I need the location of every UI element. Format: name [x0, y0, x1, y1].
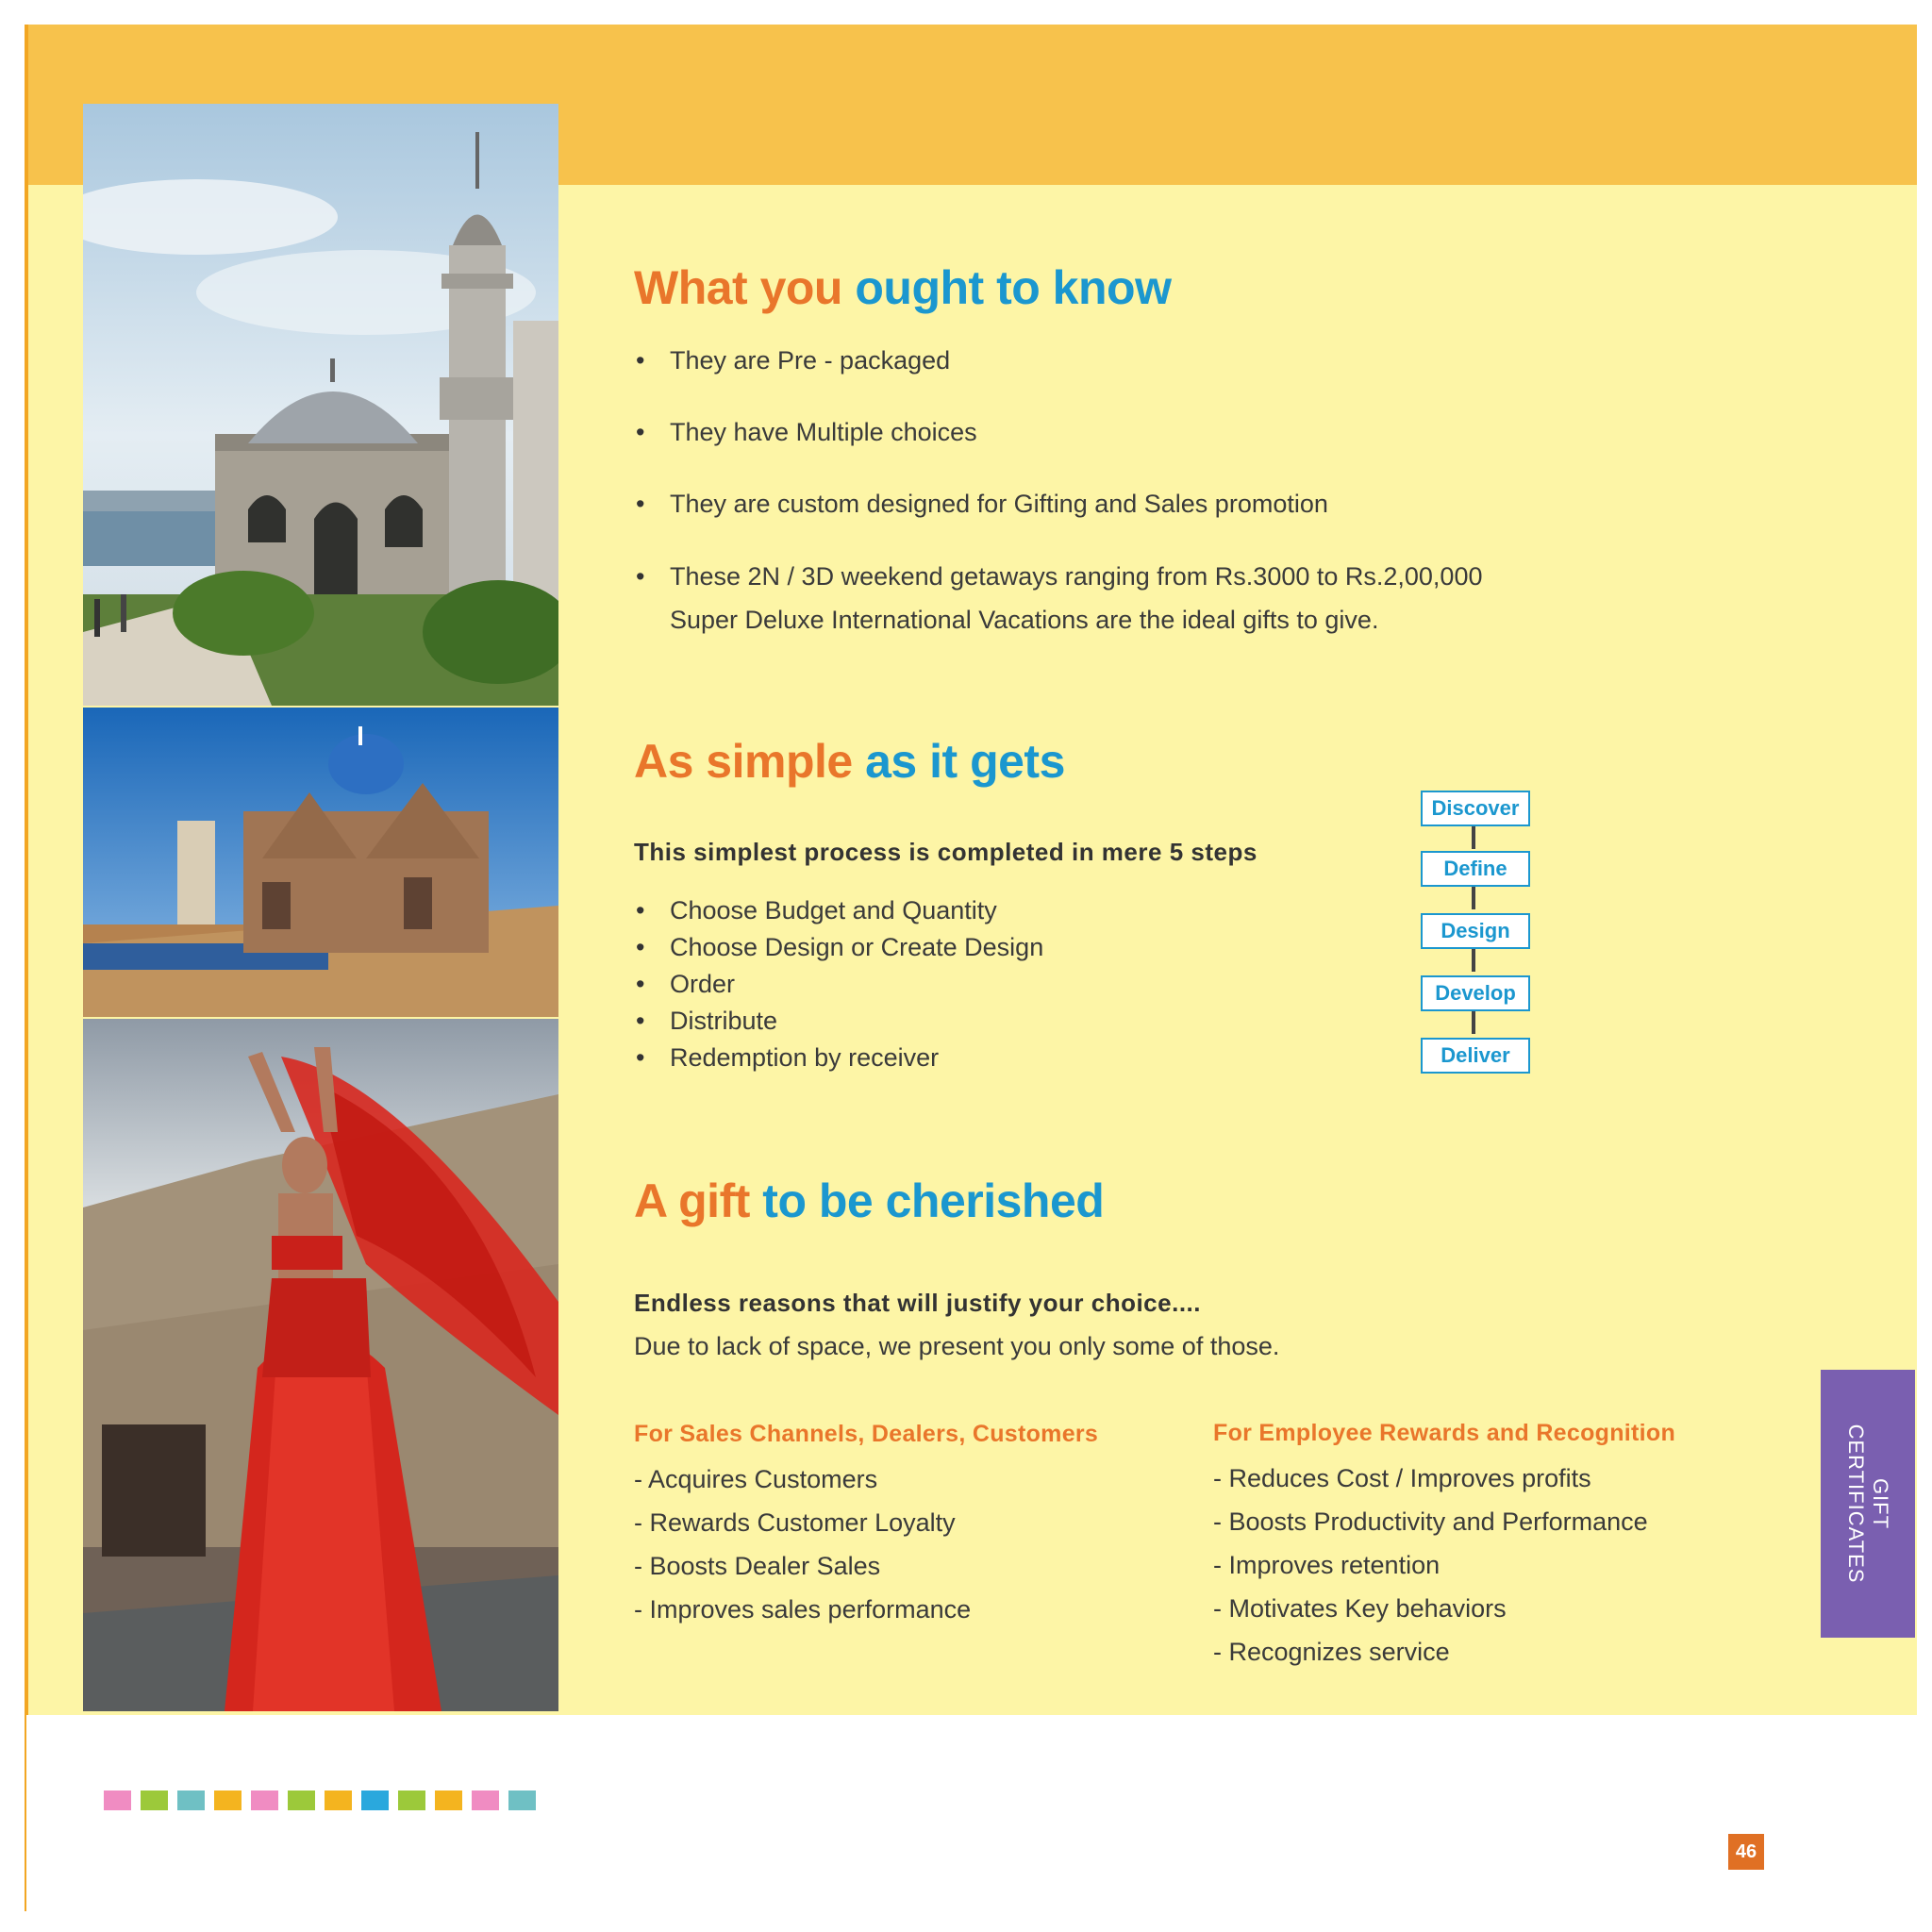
flow-connector — [1472, 949, 1475, 972]
color-swatch — [177, 1790, 205, 1810]
flow-step-develop: Develop — [1421, 975, 1530, 1011]
know-item: • They are custom designed for Gifting and Sales promotion — [634, 489, 1624, 519]
process-step-item: • Order — [634, 966, 1043, 1003]
color-swatch — [104, 1790, 131, 1810]
know-item: • They are Pre - packaged — [634, 345, 1624, 375]
list-item: - Boosts Dealer Sales — [634, 1552, 881, 1580]
photo-stone-church — [83, 708, 558, 1017]
reasons-intro: Endless reasons that will justify your choice.... — [634, 1289, 1201, 1317]
color-swatch-strip — [104, 1790, 536, 1810]
list-item: - Boosts Productivity and Performance — [1213, 1507, 1648, 1536]
side-tab-line: CERTIFICATES — [1844, 1424, 1868, 1584]
process-step-item: • Choose Budget and Quantity — [634, 892, 1043, 929]
flow-connector — [1472, 1011, 1475, 1034]
gift-certificates-side-tab — [1821, 1370, 1915, 1638]
know-item: • They have Multiple choices — [634, 417, 1624, 447]
page-number: 46 — [1728, 1834, 1764, 1870]
heading-part-blue: to be cherished — [762, 1174, 1105, 1227]
sales-channels-list — [634, 1457, 971, 1631]
know-item-line: Super Deluxe International Vacations are the ideal gifts to give. — [670, 606, 1379, 634]
heading-part-orange: What you — [634, 261, 842, 314]
know-item-getaways — [634, 555, 1624, 641]
flow-connector — [1472, 826, 1475, 849]
photo-mosque-minaret — [83, 104, 558, 706]
list-item: - Motivates Key behaviors — [1213, 1594, 1507, 1623]
flow-step-deliver: Deliver — [1421, 1038, 1530, 1074]
heading-part-orange: As simple — [634, 735, 853, 788]
photo-red-veil-dancer — [83, 1019, 558, 1711]
know-list — [634, 345, 1624, 683]
heading-what-you-ought-to-know — [634, 260, 1171, 315]
know-item-line: These 2N / 3D weekend getaways ranging from Rs.3000 to Rs.2,00,000 — [670, 562, 1483, 591]
color-swatch — [251, 1790, 278, 1810]
color-swatch — [508, 1790, 536, 1810]
heading-as-simple-as-it-gets — [634, 734, 1065, 789]
flow-step-discover: Discover — [1421, 791, 1530, 826]
color-swatch — [325, 1790, 352, 1810]
process-step-item: • Distribute — [634, 1003, 1043, 1040]
side-tab-label — [1843, 1381, 1892, 1626]
list-item: - Acquires Customers — [634, 1465, 878, 1493]
color-swatch — [288, 1790, 315, 1810]
list-item: - Recognizes service — [1213, 1638, 1450, 1666]
heading-part-orange: A gift — [634, 1174, 750, 1227]
color-swatch — [361, 1790, 389, 1810]
color-swatch — [214, 1790, 242, 1810]
side-tab-line: GIFT — [1869, 1477, 1892, 1530]
heading-a-gift-to-be-cherished — [634, 1174, 1104, 1228]
process-steps-list — [634, 892, 1043, 1076]
color-swatch — [472, 1790, 499, 1810]
employee-rewards-heading: For Employee Rewards and Recognition — [1213, 1420, 1676, 1446]
color-swatch — [435, 1790, 462, 1810]
heading-part-blue: as it gets — [865, 735, 1065, 788]
reasons-note: Due to lack of space, we present you only some of those. — [634, 1332, 1280, 1360]
left-edge-stripe — [25, 25, 28, 1911]
sales-channels-heading: For Sales Channels, Dealers, Customers — [634, 1421, 1099, 1447]
flow-connector — [1472, 887, 1475, 909]
footer-area — [26, 1715, 1917, 1913]
list-item: - Rewards Customer Loyalty — [634, 1508, 956, 1537]
color-swatch — [141, 1790, 168, 1810]
list-item: - Reduces Cost / Improves profits — [1213, 1464, 1591, 1492]
heading-part-blue: ought to know — [855, 261, 1172, 314]
list-item: - Improves sales performance — [634, 1595, 972, 1624]
employee-rewards-list — [1213, 1457, 1648, 1674]
flow-step-define: Define — [1421, 851, 1530, 887]
process-step-item: • Choose Design or Create Design — [634, 929, 1043, 966]
flow-step-design: Design — [1421, 913, 1530, 949]
list-item: - Improves retention — [1213, 1551, 1441, 1579]
process-intro: This simplest process is completed in mere 5 steps — [634, 838, 1257, 866]
process-step-item: • Redemption by receiver — [634, 1040, 1043, 1076]
color-swatch — [398, 1790, 425, 1810]
